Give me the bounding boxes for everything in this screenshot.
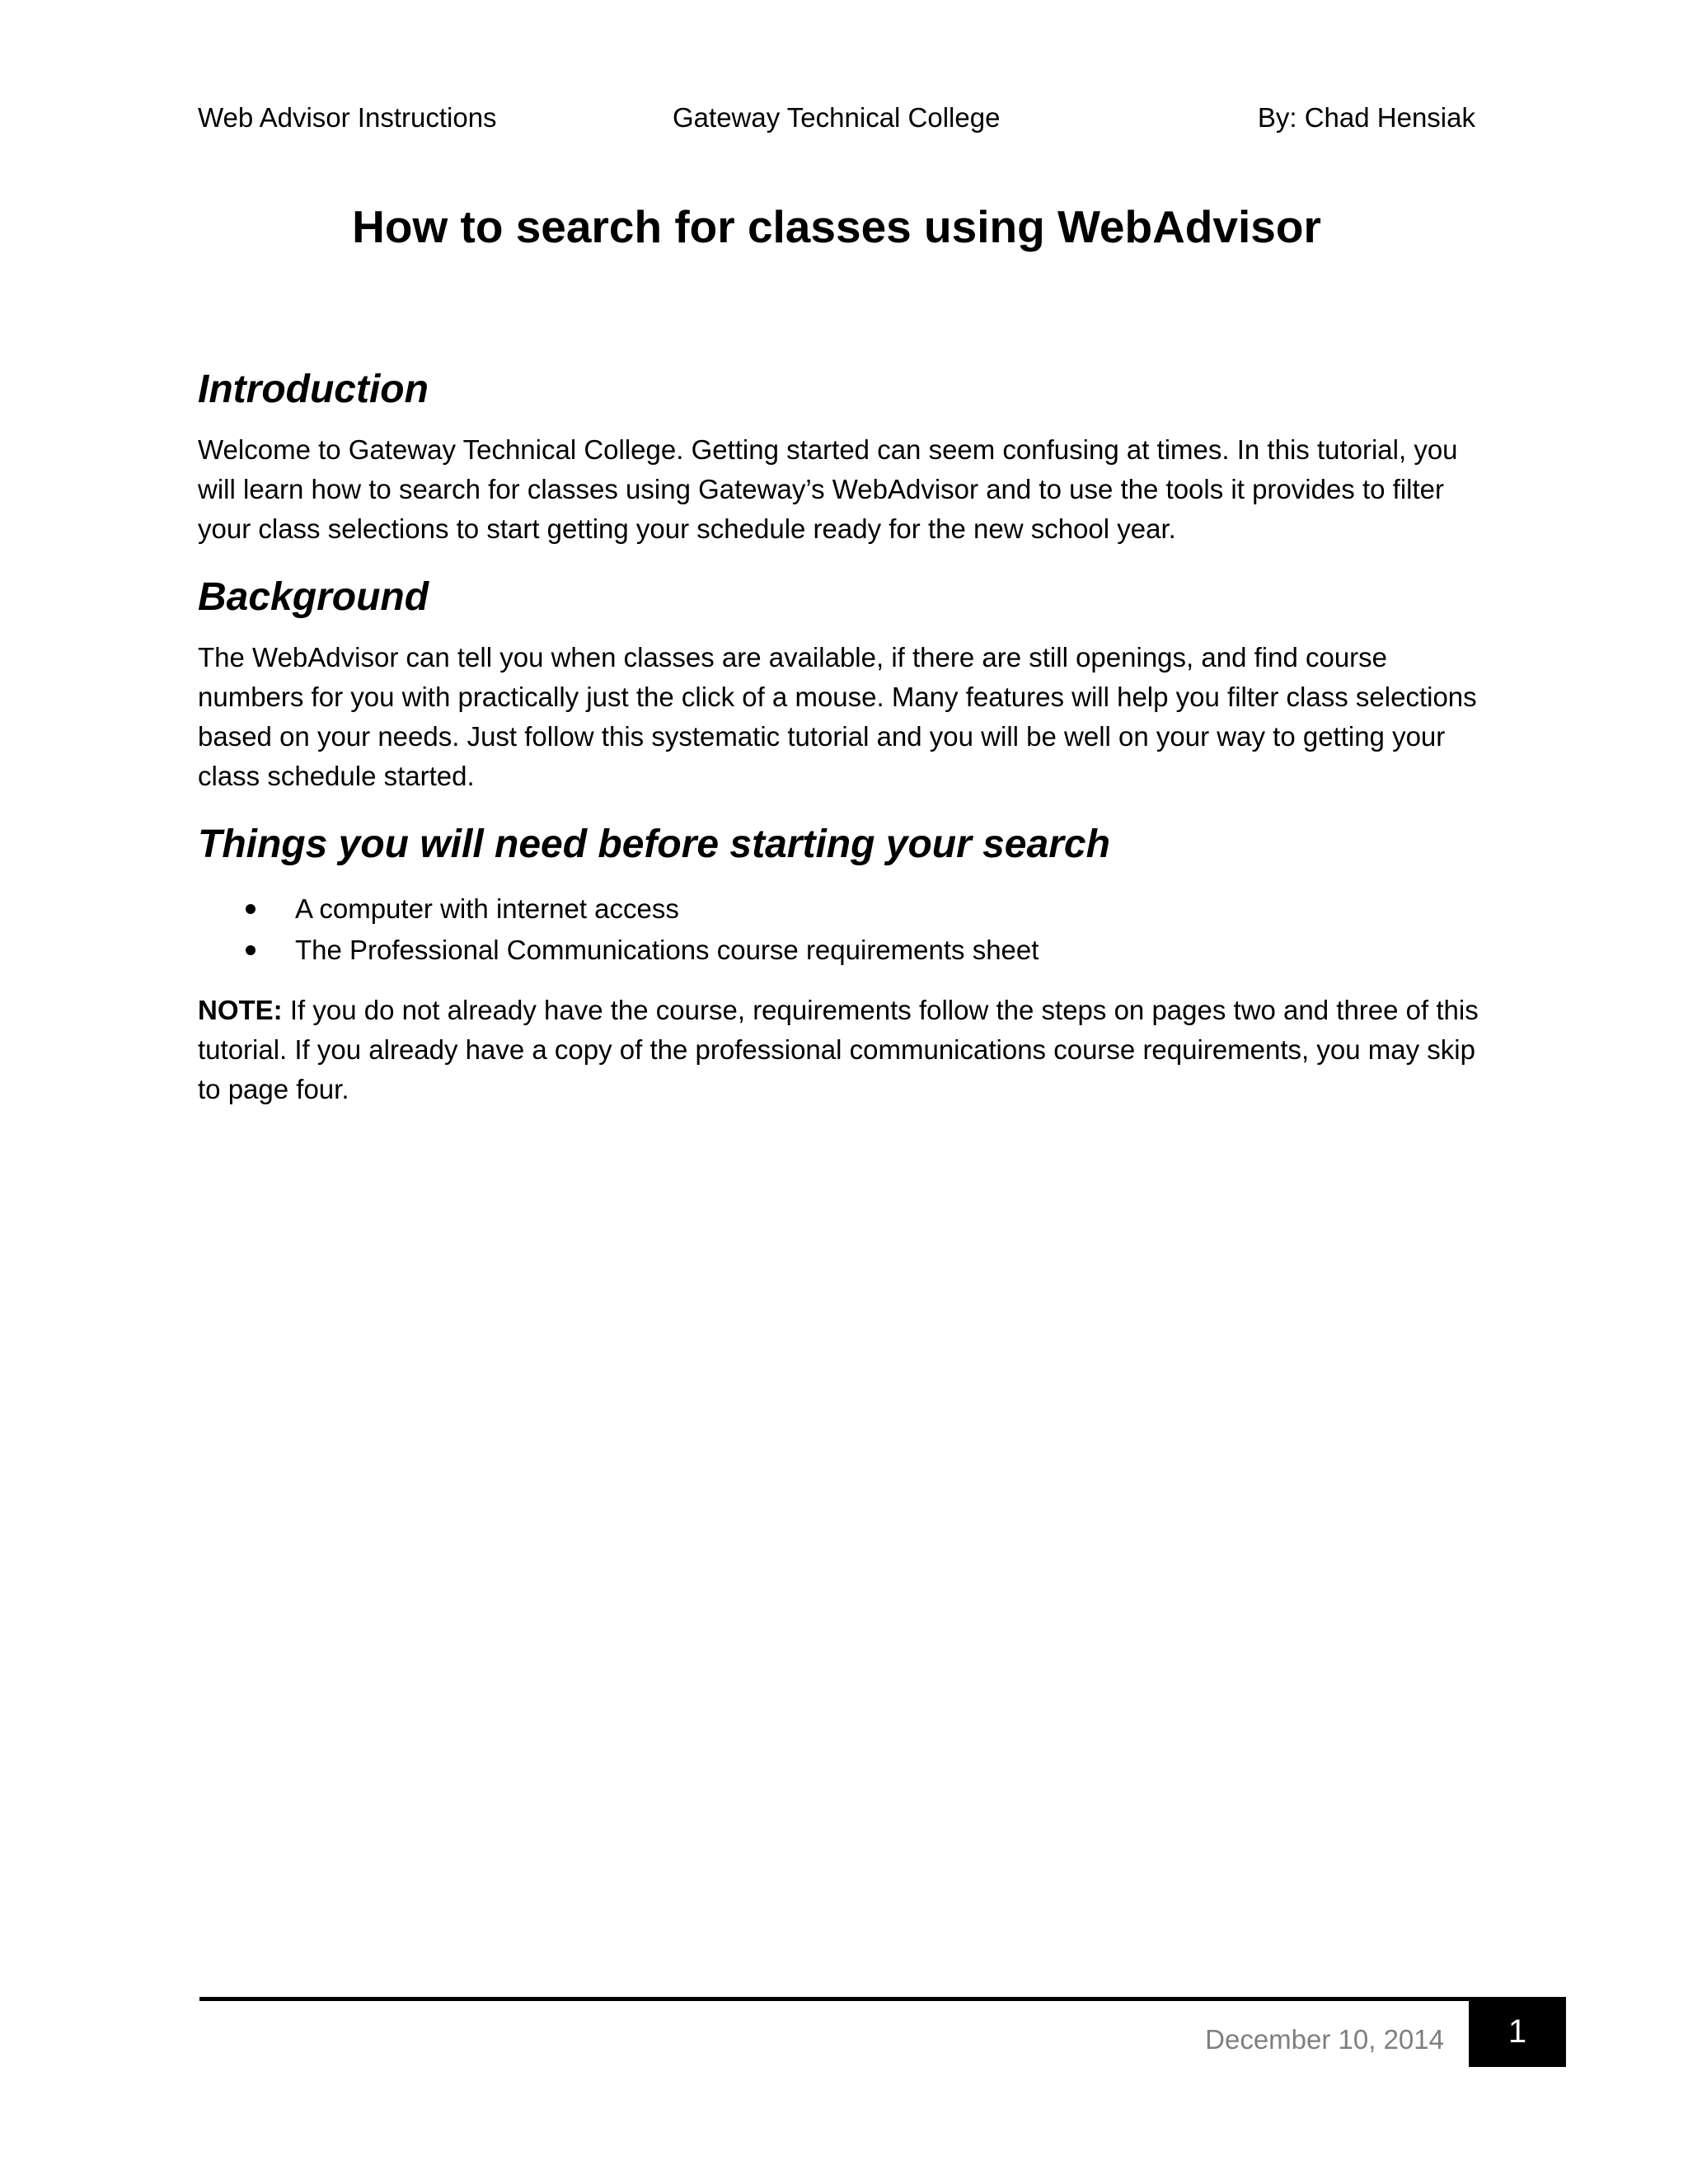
background-heading: Background bbox=[198, 575, 429, 619]
list-item bbox=[198, 930, 1484, 971]
list-item-text: A computer with internet access bbox=[295, 893, 679, 924]
document-title: How to search for classes using WebAdvisor bbox=[352, 201, 1321, 252]
note-label: NOTE: bbox=[198, 995, 283, 1025]
introduction-heading: Introduction bbox=[198, 368, 429, 411]
bullet-icon bbox=[246, 945, 256, 955]
needs-list bbox=[198, 888, 1484, 971]
header-center-text: Gateway Technical College bbox=[673, 102, 1001, 133]
header-left-text: Web Advisor Instructions bbox=[198, 102, 497, 133]
bullet-icon bbox=[246, 904, 256, 914]
running-header bbox=[198, 97, 1475, 138]
document-body bbox=[198, 361, 1484, 1109]
list-item-text: The Professional Communications course requirements sheet bbox=[295, 935, 1039, 965]
list-item bbox=[198, 888, 1484, 930]
introduction-paragraph: Welcome to Gateway Technical College. Getting started can seem confusing at times. In this tutorial, you will learn how to search for classes using Gateway’s WebAdvisor and to use the tools it provides to filter your class selections to start getting your schedule ready for the new school year. bbox=[198, 434, 1458, 544]
background-paragraph: The WebAdvisor can tell you when classes are available, if there are still openings, and find course numbers for you with practically just the click of a mouse. Many features will help you filter class selections based on your needs. Just follow this systematic tutorial and you will be well on your way to getting your class schedule started. bbox=[198, 642, 1477, 791]
note-text: If you do not already have the course, requirements follow the steps on pages two and three of this tutorial. If you already have a copy of the professional communications course requirements, you may skip to page four. bbox=[198, 995, 1479, 1104]
footer-date: December 10, 2014 bbox=[1205, 2024, 1444, 2055]
note-paragraph bbox=[198, 991, 1484, 1109]
footer-divider bbox=[199, 1997, 1469, 2001]
page-number: 1 bbox=[1469, 1997, 1566, 2067]
header-right-text: By: Chad Hensiak bbox=[1257, 102, 1475, 133]
needs-heading: Things you will need before starting your search bbox=[198, 823, 1110, 866]
